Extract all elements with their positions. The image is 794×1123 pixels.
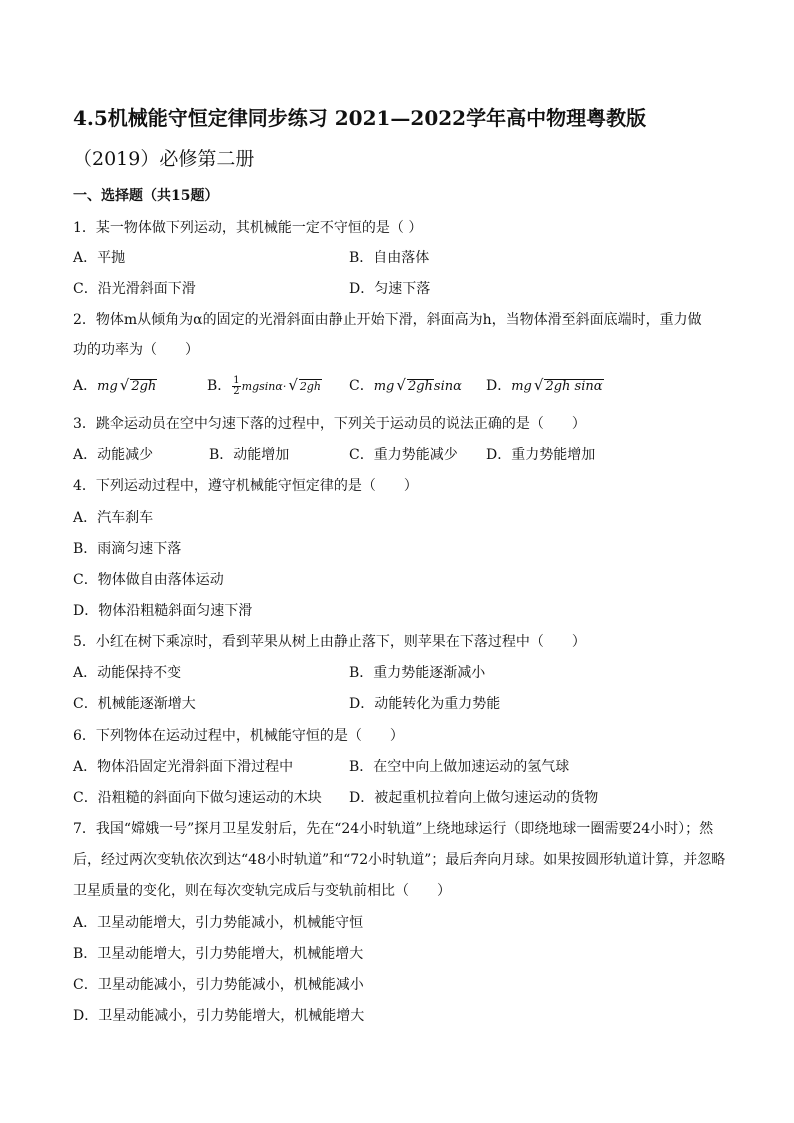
question-5-option-d: D．动能转化为重力势能 — [349, 696, 501, 712]
question-6-option-c: C．沿粗糙的斜面向下做匀速运动的木块 — [73, 790, 322, 806]
question-7-option-a: A．卫星动能增大，引力势能减小，机械能守恒 — [73, 915, 364, 931]
question-7-stem: 7．我国“嫦娥一号”探月卫星发射后，先在“24小时轨道”上绕地球运行（即绕地球一圈需要24小时）；然 — [73, 821, 714, 837]
question-2-stem-line2: 功的功率为（ ） — [73, 342, 199, 358]
question-5-stem: 5．小红在树下乘凉时，看到苹果从树上由静止落下，则苹果在下落过程中（ ） — [73, 634, 586, 650]
question-7-stem-line2: 后，经过两次变轨依次到达“48小时轨道”和“72小时轨道”；最后奔向月球。如果按圆形轨道计算，并忽略 — [73, 852, 726, 868]
question-1-option-a: A．平抛 — [73, 250, 126, 266]
section-heading: 一、选择题（共15题） — [73, 188, 219, 204]
question-7-option-b: B．卫星动能增大，引力势能增大，机械能增大 — [73, 946, 364, 962]
question-1-option-d: D．匀速下落 — [349, 281, 431, 297]
question-4-option-d: D．物体沿粗糙斜面匀速下滑 — [73, 603, 253, 619]
question-3-option-a: A．动能减少 — [73, 447, 154, 463]
question-7-option-d: D．卫星动能减小，引力势能增大，机械能增大 — [73, 1008, 365, 1024]
question-2-option-a: A．mg √ 2gh — [73, 376, 157, 394]
question-1-stem: 1．某一物体做下列运动，其机械能一定不守恒的是（ ） — [73, 220, 423, 236]
question-4-option-a: A．汽车刹车 — [73, 510, 154, 526]
question-7-stem-line3: 卫星质量的变化，则在每次变轨完成后与变轨前相比（ ） — [73, 883, 451, 899]
question-5-option-b: B．重力势能逐渐减小 — [349, 665, 486, 681]
question-2-stem: 2．物体m从倾角为α的固定的光滑斜面由静止开始下滑，斜面高为h，当物体滑至斜面底端时，重力做 — [73, 312, 702, 328]
question-6-stem: 6．下列物体在运动过程中，机械能守恒的是（ ） — [73, 728, 404, 744]
document-title-line2: （2019）必修第二册 — [73, 148, 255, 170]
question-1-option-b: B．自由落体 — [349, 250, 430, 266]
question-4-stem: 4．下列运动过程中，遵守机械能守恒定律的是（ ） — [73, 478, 418, 494]
question-3-option-b: B．动能增加 — [209, 447, 290, 463]
question-1-option-c: C．沿光滑斜面下滑 — [73, 281, 196, 297]
question-6-option-d: D．被起重机拉着向上做匀速运动的货物 — [349, 790, 599, 806]
question-6-option-a: A．物体沿固定光滑斜面下滑过程中 — [73, 759, 294, 775]
question-2-option-d: D．mg √ 2gh sinα — [486, 376, 603, 394]
document-title: 4.5机械能守恒定律同步练习 2021—2022学年高中物理粤教版 — [73, 106, 647, 130]
question-5-option-c: C．机械能逐渐增大 — [73, 696, 196, 712]
question-4-option-b: B．雨滴匀速下落 — [73, 541, 182, 557]
question-2-option-b: B． $\frac{1}{2}$ mgsinα· √ 2gh — [207, 374, 322, 397]
question-3-option-c: C．重力势能减少 — [349, 447, 458, 463]
question-2-option-c: C．mg √ 2ghsinα — [349, 376, 462, 394]
question-4-option-c: C．物体做自由落体运动 — [73, 572, 224, 588]
question-6-option-b: B．在空中向上做加速运动的氢气球 — [349, 759, 570, 775]
question-7-option-c: C．卫星动能减小，引力势能减小，机械能减小 — [73, 977, 364, 993]
question-3-option-d: D．重力势能增加 — [486, 447, 596, 463]
question-5-option-a: A．动能保持不变 — [73, 665, 182, 681]
question-3-stem: 3．跳伞运动员在空中匀速下落的过程中，下列关于运动员的说法正确的是（ ） — [73, 416, 586, 432]
